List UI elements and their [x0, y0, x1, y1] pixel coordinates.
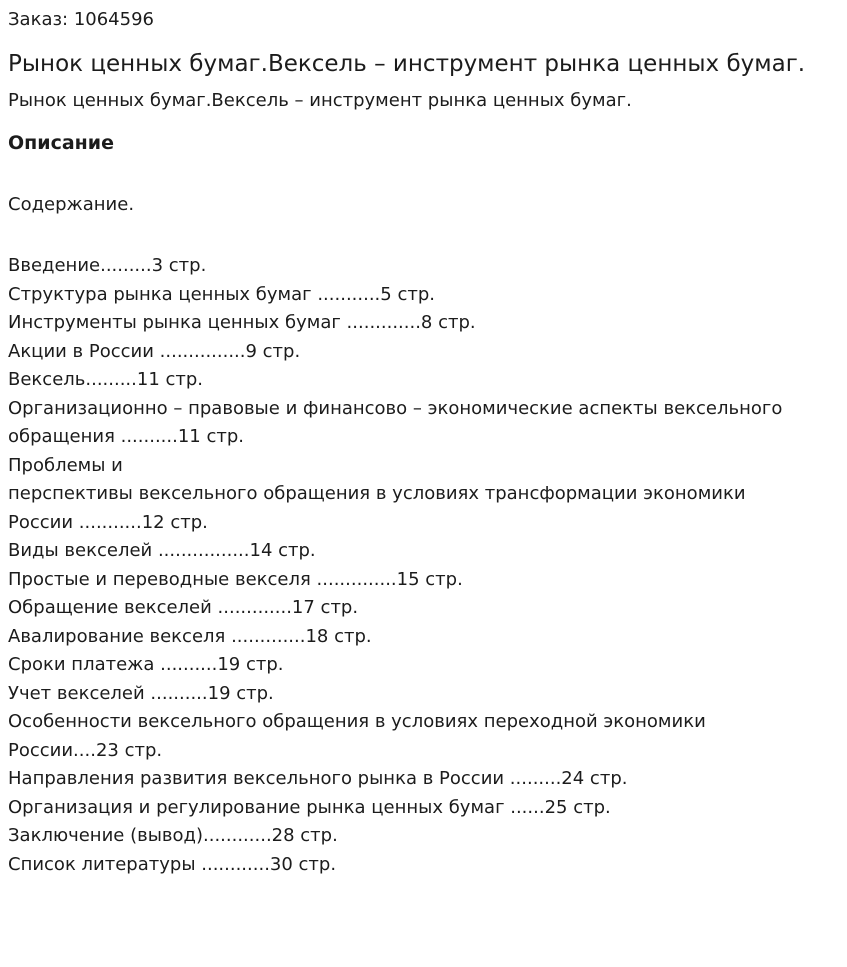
toc-entry: Введение.........3 стр.	[8, 255, 207, 276]
description-heading: Описание	[8, 132, 115, 154]
toc-entry: перспективы вексельного обращения в условиях трансформации экономики	[8, 483, 746, 504]
toc-entry: России ...........12 стр.	[8, 511, 208, 533]
order-number: Заказ: 1064596	[8, 9, 154, 30]
toc-entry: Вексель.........11 стр.	[8, 369, 204, 390]
toc-entry: Учет векселей ..........19 стр.	[8, 682, 274, 704]
toc-entry: Направления развития вексельного рынка в России .........24 стр.	[8, 768, 628, 789]
table-of-contents	[8, 252, 839, 879]
toc-entry: Инструменты рынка ценных бумаг .............8 стр.	[8, 312, 476, 333]
toc-entry: Особенности вексельного обращения в условиях переходной экономики	[8, 711, 706, 732]
toc-entry: Сроки платежа ..........19 стр.	[8, 654, 284, 675]
toc-entry: Структура рынка ценных бумаг ...........5 стр.	[8, 283, 435, 305]
toc-entry: Авалирование векселя .............18 стр.	[8, 625, 372, 647]
toc-entry: Список литературы ............30 стр.	[8, 853, 337, 875]
toc-entry: Простые и переводные векселя ..............15 стр.	[8, 568, 463, 590]
toc-entry: Проблемы и	[8, 454, 123, 476]
toc-entry: Организация и регулирование рынка ценных бумаг ......25 стр.	[8, 796, 611, 818]
toc-entry: России....23 стр.	[8, 739, 163, 761]
contents-heading: Содержание.	[8, 194, 135, 215]
toc-entry: обращения ..........11 стр.	[8, 426, 244, 447]
toc-entry: Обращение векселей .............17 стр.	[8, 597, 359, 618]
toc-entry: Виды векселей ................14 стр.	[8, 540, 316, 561]
toc-entry: Акции в России ...............9 стр.	[8, 340, 301, 362]
toc-entry: Заключение (вывод)............28 стр.	[8, 825, 338, 846]
page-subtitle: Рынок ценных бумаг.Вексель – инструмент рынка ценных бумаг.	[8, 90, 632, 111]
page-title: Рынок ценных бумаг.Вексель – инструмент рынка ценных бумаг.	[8, 51, 806, 77]
toc-entry: Организационно – правовые и финансово – экономические аспекты вексельного	[8, 397, 783, 419]
